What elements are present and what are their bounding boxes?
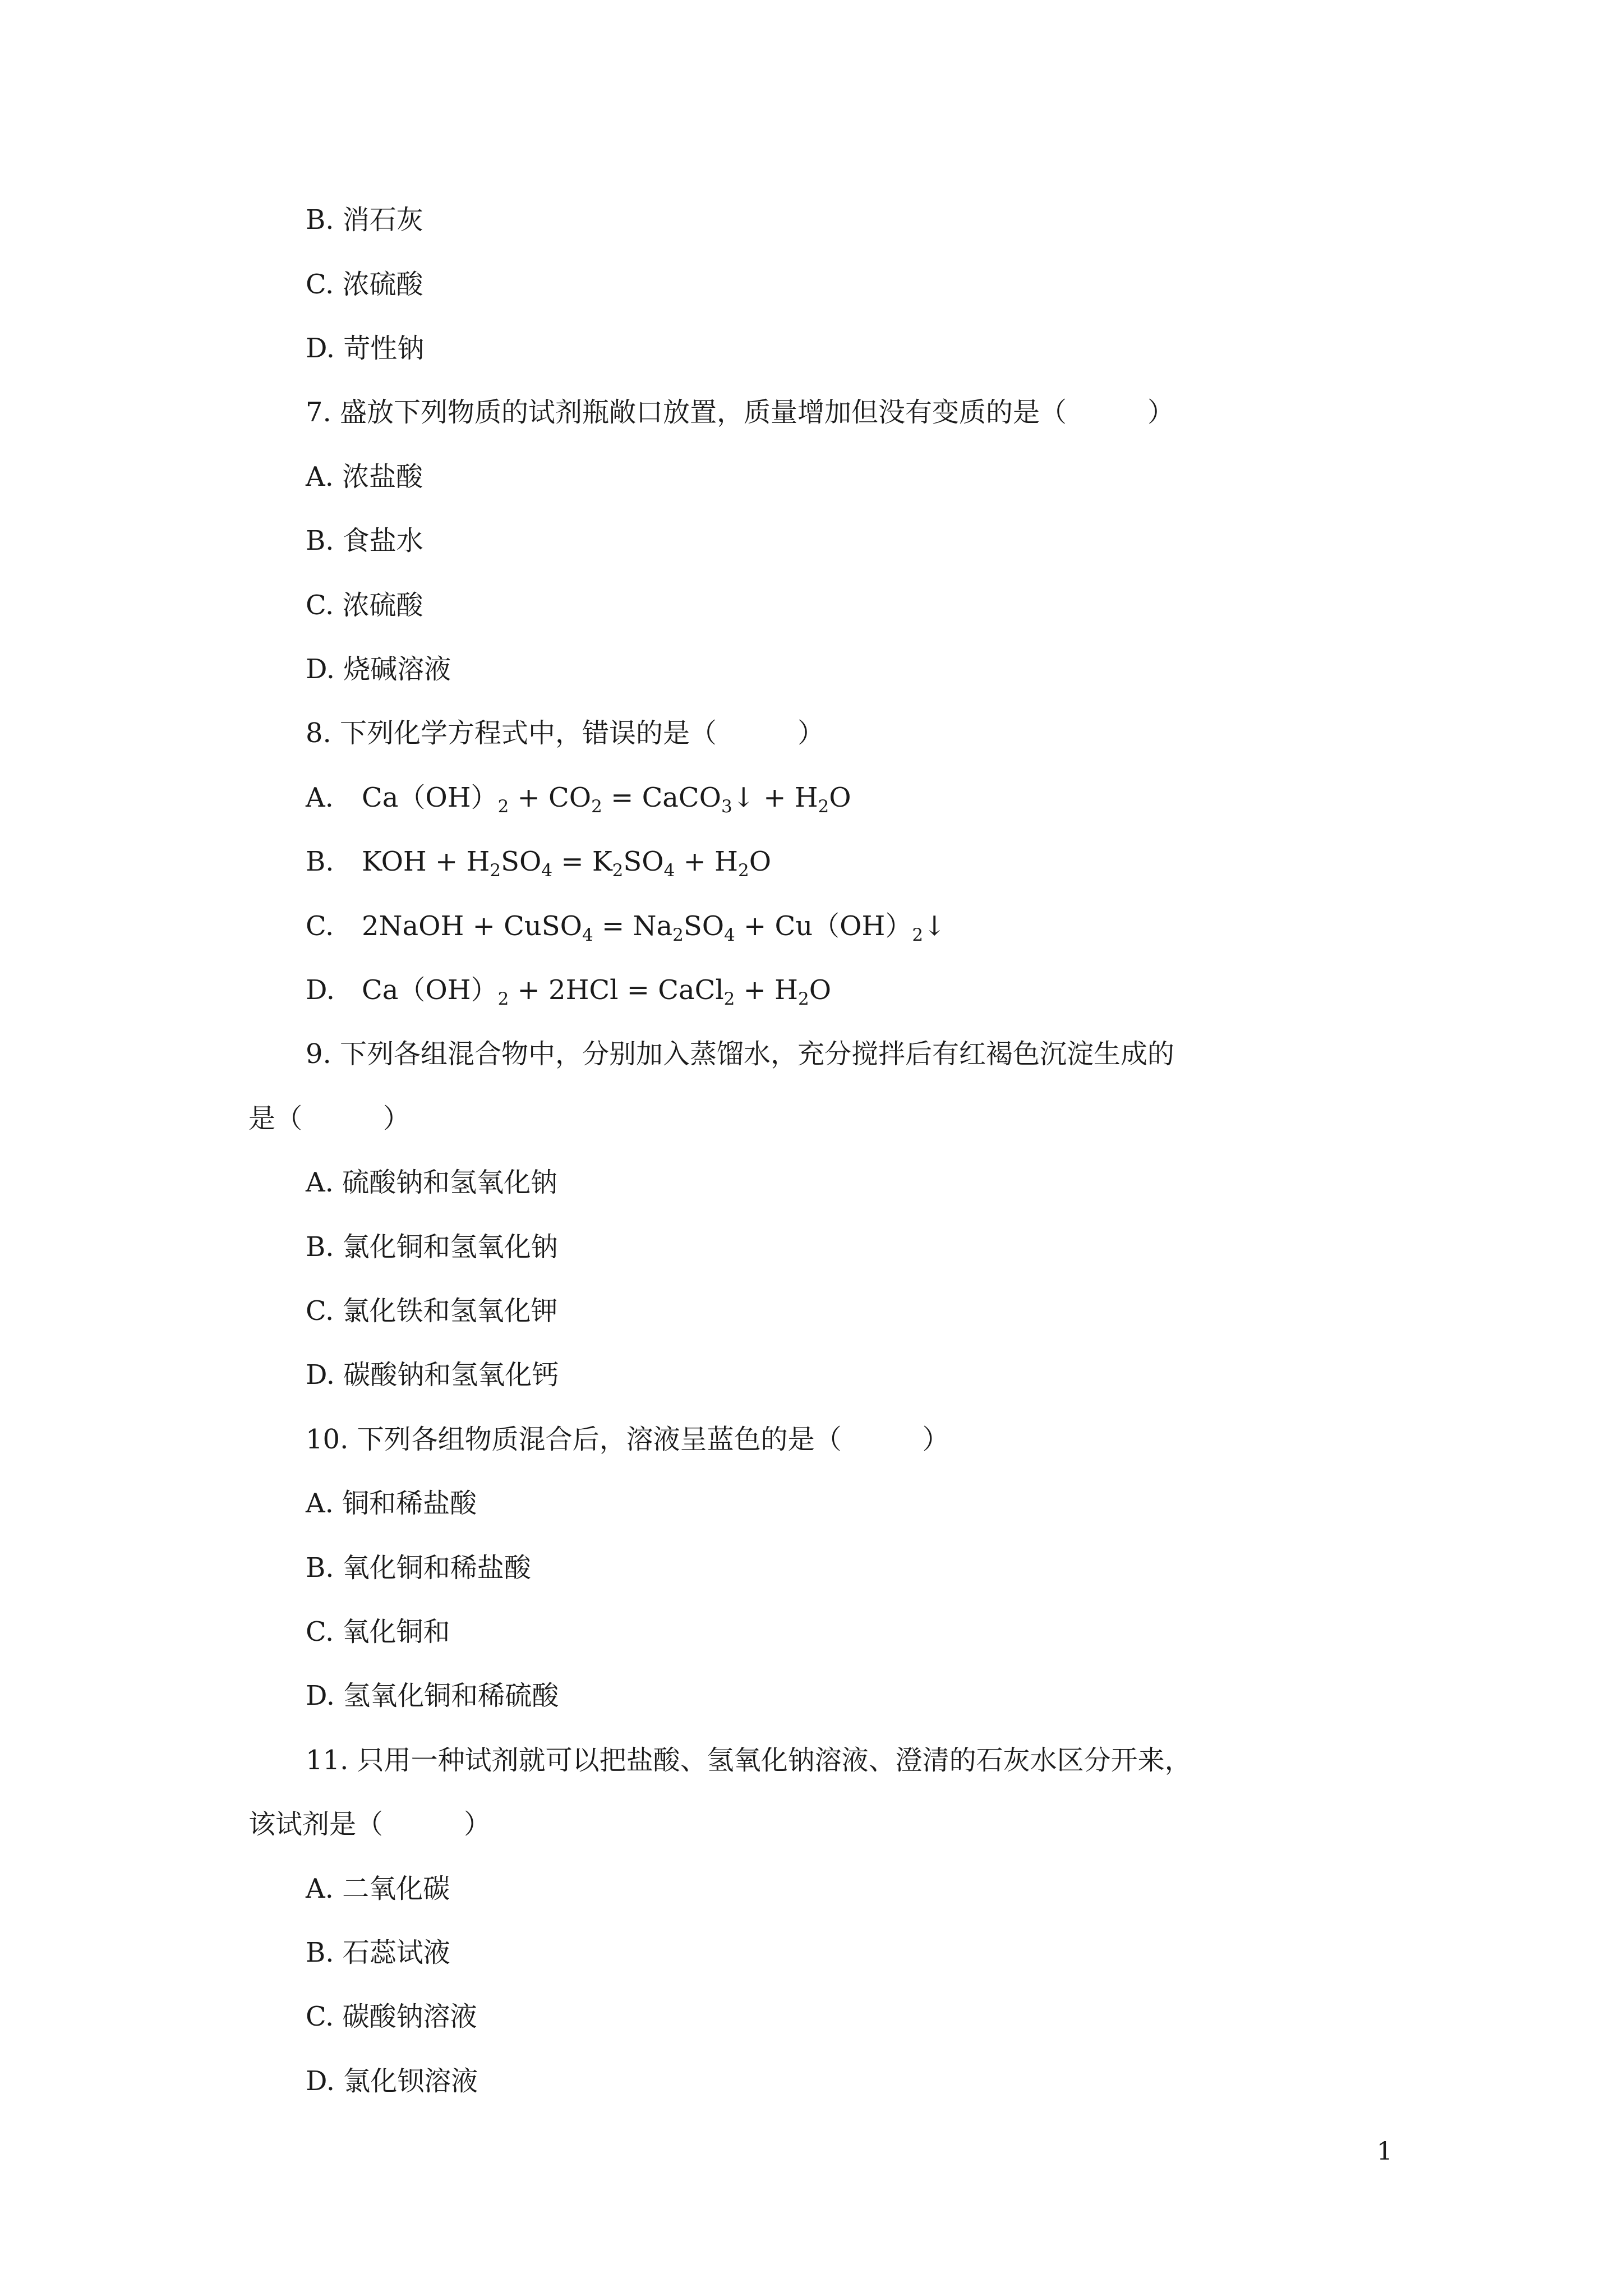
question-9-stem-line1: 9. 下列各组混合物中，分别加入蒸馏水，充分搅拌后有红褐色沉淀生成的: [306, 1038, 1175, 1070]
option-label: B.: [306, 846, 334, 877]
option-q9-c: C. 氯化铁和氢氧化钾: [306, 1295, 558, 1327]
equation: 2NaOH + CuSO$_4$ = $Na_2SO_4$ + $Cu(OH)_2↓$: [362, 910, 946, 945]
question-11-stem-line2: 该试剂是（ ）: [248, 1809, 491, 1840]
option-q11-d: D. 氯化钡溶液: [306, 2065, 478, 2097]
option-q9-a: A. 硫酸钠和氢氧化钠: [306, 1167, 558, 1198]
option-q6-c: C. 浓硫酸: [306, 269, 423, 300]
question-7-stem: 7. 盛放下列物质的试剂瓶敞口放置，质量增加但没有变质的是（ ）: [306, 397, 1175, 428]
equation: $Ca(OH)_2 + 2HCl$ = CaCl$_2$ + $H_2O$: [362, 974, 832, 1009]
option-q7-b: B. 食盐水: [306, 525, 423, 556]
question-9-stem-line2: 是（ ）: [248, 1103, 411, 1134]
option-label: C.: [306, 910, 334, 942]
option-q9-d: D. 碳酸钠和氢氧化钙: [306, 1359, 559, 1391]
option-q8-d: [306, 973, 831, 1007]
option-q7-a: A. 浓盐酸: [306, 461, 423, 493]
equation: $Ca(OH)_2 + CO_2$ = CaCO$_3$↓ + $H_2O$: [362, 782, 851, 817]
option-q9-b: B. 氯化铜和氢氧化钠: [306, 1231, 558, 1263]
option-q8-a: [306, 781, 851, 815]
option-q11-b: B. 石蕊试液: [306, 1937, 450, 1968]
option-q10-a: A. 铜和稀盐酸: [306, 1488, 477, 1519]
option-q8-c: [306, 909, 946, 943]
option-label: A.: [306, 782, 334, 813]
question-10-stem: 10. 下列各组物质混合后，溶液呈蓝色的是（ ）: [306, 1424, 949, 1455]
option-q10-c: C. 氧化铜和: [306, 1616, 450, 1648]
option-label: D.: [306, 974, 335, 1006]
question-8-stem: 8. 下列化学方程式中，错误的是（ ）: [306, 717, 825, 749]
option-q10-d: D. 氢氧化铜和稀硫酸: [306, 1680, 559, 1711]
equation: KOH + $H_2SO_4 = K_2SO_4 + H_2O$: [362, 846, 772, 881]
option-q7-d: D. 烧碱溶液: [306, 654, 451, 685]
option-q6-d: D. 苛性钠: [306, 333, 425, 364]
page-number: 1: [1377, 2137, 1393, 2166]
option-q11-a: A. 二氧化碳: [306, 1873, 450, 1904]
option-q6-b: B. 消石灰: [306, 204, 423, 236]
question-11-stem-line1: 11. 只用一种试剂就可以把盐酸、氢氧化钠溶液、澄清的石灰水区分开来，: [306, 1745, 1192, 1776]
option-q10-b: B. 氧化铜和稀盐酸: [306, 1552, 531, 1584]
option-q11-c: C. 碳酸钠溶液: [306, 2001, 477, 2032]
option-q8-b: [306, 845, 772, 881]
option-q7-c: C. 浓硫酸: [306, 590, 423, 621]
